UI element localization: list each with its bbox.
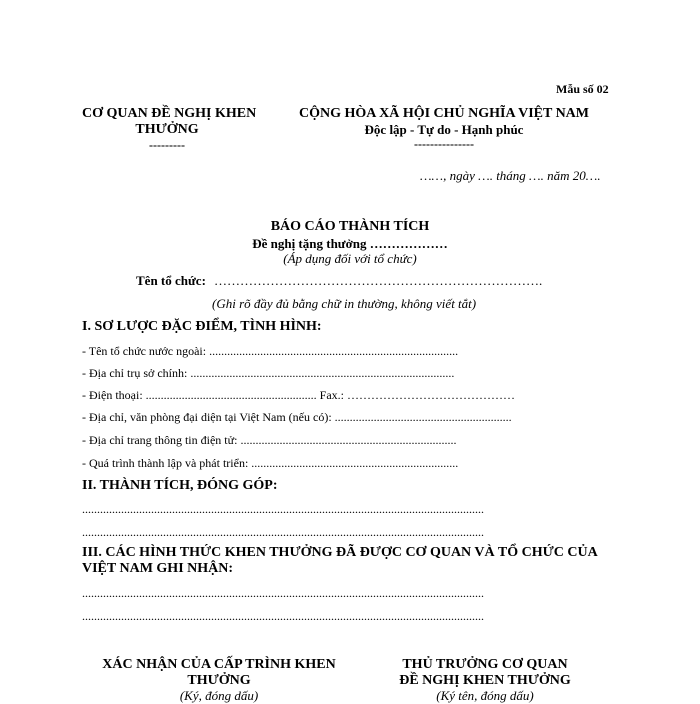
form-number: Mẫu số 02 [556, 82, 609, 96]
section1-item-history[interactable]: - Quá trình thành lập và phát triển: ..................................................................... [82, 456, 459, 470]
national-motto: Độc lập - Tự do - Hạnh phúc [364, 122, 524, 137]
signature-left-line1: XÁC NHẬN CỦA CẤP TRÌNH KHEN [102, 657, 336, 672]
section3-heading-line2: VIỆT NAM GHI NHẬN: [82, 561, 234, 576]
signature-left-line2: THƯỞNG [187, 673, 251, 688]
national-title: CỘNG HÒA XÃ HỘI CHỦ NGHĨA VIỆT NAM [298, 106, 589, 121]
section1-item-phone-fax[interactable]: - Điện thoại: ......................................................... Fax.: …………………………………… [82, 388, 515, 402]
report-subtitle: Đề nghị tặng thưởng ……………… [252, 236, 448, 251]
report-title: BÁO CÁO THÀNH TÍCH [270, 219, 430, 234]
section3-heading-line1: III. CÁC HÌNH THỨC KHEN THƯỞNG ĐÃ ĐƯỢC CƠ QUAN VÀ TỔ CHỨC CỦA [82, 545, 598, 560]
signature-right-line2: ĐỀ NGHỊ KHEN THƯỞNG [399, 673, 571, 688]
section1-heading: I. SƠ LƯỢC ĐẶC ĐIỂM, TÌNH HÌNH: [82, 319, 322, 334]
section2-line[interactable]: ...................................................................................................................................... [82, 502, 484, 516]
section3-line[interactable]: ...................................................................................................................................... [82, 586, 484, 600]
section1-item-head-office[interactable]: - Địa chỉ trụ sở chính: ........................................................................................ [82, 366, 455, 380]
left-header-line2: THƯỞNG [135, 122, 199, 137]
signature-left-note: (Ký, đóng dấu) [179, 688, 259, 703]
section3-line[interactable]: ...................................................................................................................................... [82, 609, 484, 623]
org-name-hint: (Ghi rõ đầy đủ bằng chữ in thường, không viết tắt) [212, 296, 477, 311]
section1-item-website[interactable]: - Địa chỉ trang thông tin điện tử: ........................................................................ [82, 433, 457, 447]
signature-right-line1: THỦ TRƯỞNG CƠ QUAN [402, 657, 568, 672]
right-header-divider: --------------- [414, 137, 474, 151]
section2-heading: II. THÀNH TÍCH, ĐÓNG GÓP: [82, 478, 278, 493]
org-name-field[interactable]: …………………………………………………………………. [214, 273, 543, 288]
left-header-divider: --------- [149, 138, 185, 152]
section1-item-foreign-org-name[interactable]: - Tên tổ chức nước ngoài: ................................................................................... [82, 344, 459, 358]
report-applicability-note: (Áp dụng đối với tổ chức) [283, 251, 417, 266]
date-line: ……, ngày …. tháng …. năm 20…. [420, 168, 601, 183]
signature-right-note: (Ký tên, đóng dấu) [436, 688, 534, 703]
section1-item-vn-office[interactable]: - Địa chỉ, văn phòng đại diện tại Việt Nam (nếu có): ........................................................... [82, 410, 512, 424]
org-name-label: Tên tổ chức: [136, 273, 206, 288]
left-header-line1: CƠ QUAN ĐỀ NGHỊ KHEN [82, 106, 257, 121]
section2-line[interactable]: ...................................................................................................................................... [82, 525, 484, 539]
